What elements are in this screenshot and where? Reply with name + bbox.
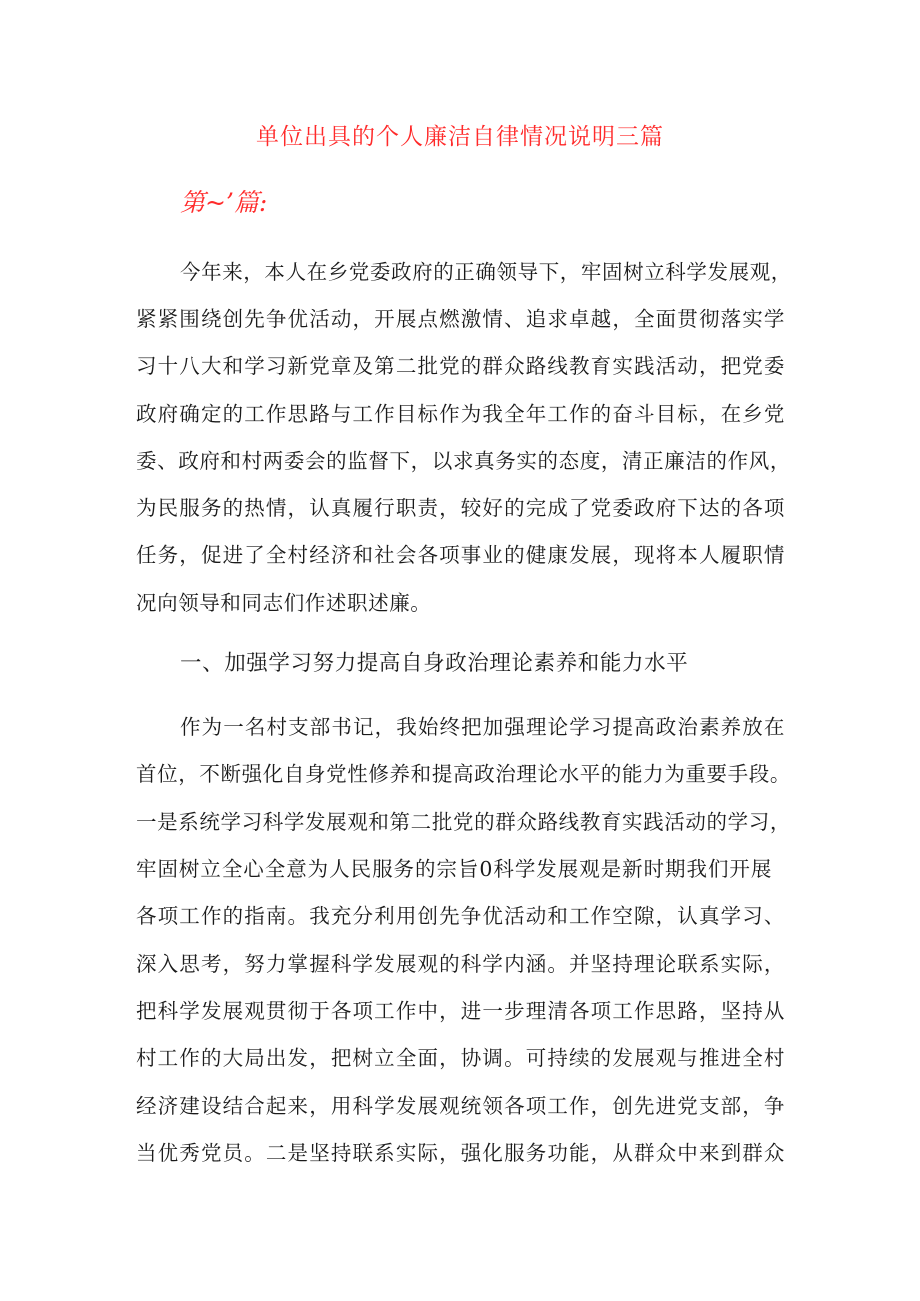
paragraph-2-line-1: 作为一名村支部书记，我始终把加强理论学习提高政治素养放在 — [180, 715, 785, 739]
paragraph-2-line-5: 各项工作的指南。我充分利用创先争优活动和工作空隙，认真学习、 — [136, 904, 785, 928]
section-subtitle: 第~’篇: — [180, 188, 268, 217]
paragraph-1-line-3: 习十八大和学习新党章及第二批党的群众路线教育实践活动，把党委 — [136, 354, 785, 378]
section-heading-1: 一、加强学习努力提高自身政治理论素养和能力水平 — [180, 651, 689, 676]
paragraph-2-line-6: 深入思考，努力掌握科学发展观的科学内涵。并坚持理论联系实际， — [136, 952, 785, 976]
paragraph-2-line-2: 首位，不断强化自身党性修养和提高政治理论水平的能力为重要手段。 — [136, 762, 791, 786]
paragraph-2-line-9: 经济建设结合起来，用科学发展观统领各项工作，创先进党支部，争 — [136, 1094, 785, 1118]
paragraph-2-line-8: 村工作的大局出发，把树立全面，协调。可持续的发展观与推进全村 — [136, 1046, 785, 1070]
paragraph-1-line-6: 为民服务的热情，认真履行职责，较好的完成了党委政府下达的各项 — [136, 496, 785, 520]
paragraph-1-line-1: 今年来，本人在乡党委政府的正确领导下，牢固树立科学发展观， — [180, 260, 792, 284]
paragraph-2-line-7: 把科学发展观贯彻于各项工作中，进一步理清各项工作思路，坚持从 — [136, 999, 785, 1023]
paragraph-1-line-7: 任务，促进了全村经济和社会各项事业的健康发展，现将本人履职情 — [136, 543, 785, 567]
paragraph-2-line-4: 牢固树立全心全意为人民服务的宗旨0科学发展观是新时期我们开展 — [136, 857, 772, 881]
paragraph-1-line-2: 紧紧围绕创先争优活动，开展点燃激情、追求卓越，全面贯彻落实学 — [136, 307, 785, 331]
paragraph-2-line-3: 一是系统学习科学发展观和第二批党的群众路线教育实践活动的学习， — [136, 810, 791, 834]
paragraph-1-line-4: 政府确定的工作思路与工作目标作为我全年工作的奋斗目标，在乡党 — [136, 402, 785, 426]
paragraph-2-line-10: 当优秀党员。二是坚持联系实际，强化服务功能，从群众中来到群众 — [136, 1141, 785, 1165]
document-title: 单位出具的个人廉洁自律情况说明三篇 — [256, 124, 664, 150]
paragraph-1-line-8: 况向领导和同志们作述职述廉。 — [136, 591, 432, 615]
paragraph-1-line-5: 委、政府和村两委会的监督下，以求真务实的态度，清正廉洁的作风， — [136, 449, 791, 473]
